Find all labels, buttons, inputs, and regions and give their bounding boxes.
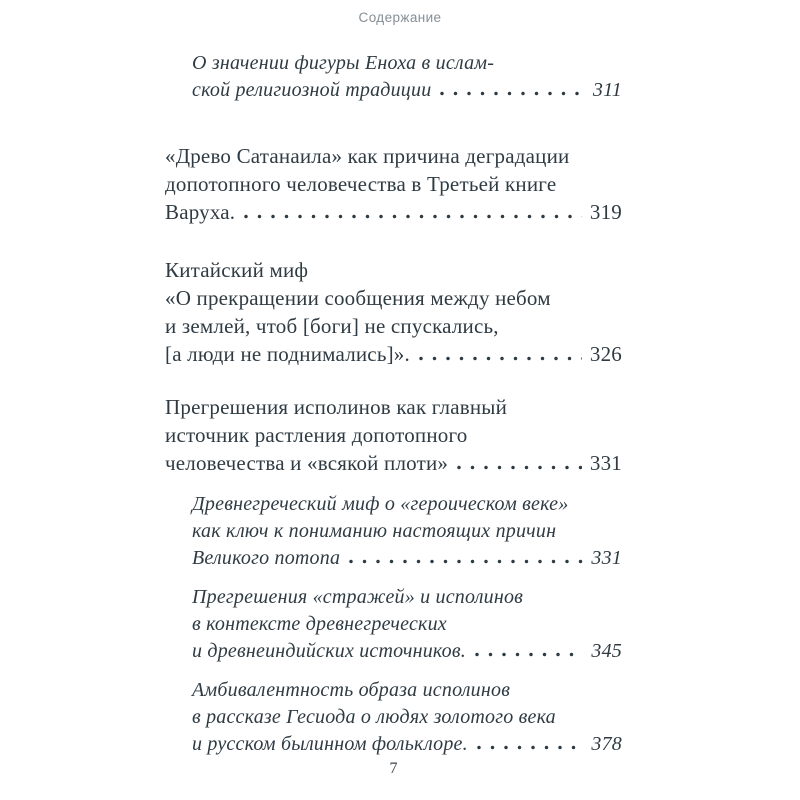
- dot-leader: [244, 214, 582, 219]
- toc-page-number: 331: [591, 547, 622, 569]
- toc-entry-line: источник растления допотопного: [165, 423, 468, 447]
- toc-entry-line: и землей, чтоб [боги] не спускались,: [165, 314, 499, 338]
- toc-entry-line: в рассказе Гесиода о людях золотого века: [192, 706, 556, 728]
- running-header: Содержание: [358, 10, 442, 25]
- toc-entry: [165, 142, 622, 226]
- toc-entry-line: в контексте древнегреческих: [192, 613, 447, 635]
- toc-page-number: 311: [592, 79, 622, 101]
- toc-entry-lastline: [192, 77, 622, 104]
- toc-entry-line: «О прекращении сообщения между небом: [165, 286, 551, 310]
- toc-page-number: 378: [591, 733, 622, 755]
- toc-entry-line: Великого потопа: [192, 547, 341, 569]
- toc-entry: [165, 393, 622, 477]
- toc-list: [165, 50, 622, 758]
- toc-entry: [165, 491, 622, 572]
- toc-entry: [165, 50, 622, 104]
- toc-entry-line: ской религиозной традиции: [192, 79, 432, 101]
- toc-entry-line: и древнеиндийских источников.: [192, 640, 466, 662]
- toc-entry-line: Амбивалентность образа исполинов: [192, 679, 511, 701]
- dot-leader: [457, 465, 582, 470]
- toc-entry-line: как ключ к пониманию настоящих причин: [192, 520, 557, 542]
- toc-entry-lastline: [192, 731, 622, 758]
- toc-page-number: 345: [591, 640, 622, 662]
- toc-entry-lastline: [192, 545, 622, 572]
- toc-page-number: 326: [589, 342, 622, 366]
- toc-entry: [165, 584, 622, 665]
- toc-entry-line: Прегрешения «стражей» и исполинов: [192, 586, 524, 608]
- toc-entry-line: Древнегреческий миф о «героическом веке»: [192, 493, 569, 515]
- toc-entry-line: Варуха.: [165, 200, 236, 224]
- toc-entry-lastline: [165, 198, 622, 226]
- toc-entry-line: О значении фигуры Еноха в ислам-: [192, 52, 495, 74]
- toc-page-number: 331: [589, 451, 622, 475]
- toc-entry-line: Китайский миф: [165, 258, 309, 282]
- dot-leader: [440, 91, 584, 96]
- dot-leader: [477, 745, 584, 750]
- toc-entry: [165, 256, 622, 368]
- toc-entry: [165, 677, 622, 758]
- footer-page-number: 7: [389, 760, 398, 777]
- toc-entry-line: человечества и «всякой плоти»: [165, 451, 449, 475]
- toc-entry-line: «Древо Сатанаила» как причина деградации: [165, 144, 570, 168]
- dot-leader: [419, 356, 582, 361]
- toc-page-number: 319: [589, 200, 622, 224]
- toc-entry-line: Прегрешения исполинов как главный: [165, 395, 508, 419]
- toc-entry-line: и русском былинном фольклоре.: [192, 733, 468, 755]
- dot-leader: [349, 559, 583, 564]
- toc-entry-lastline: [165, 340, 622, 368]
- toc-entry-lastline: [192, 638, 622, 665]
- toc-entry-line: [а люди не поднимались]».: [165, 342, 410, 366]
- toc-entry-line: допотопного человечества в Третьей книге: [165, 172, 557, 196]
- toc-entry-lastline: [165, 449, 622, 477]
- dot-leader: [475, 652, 583, 657]
